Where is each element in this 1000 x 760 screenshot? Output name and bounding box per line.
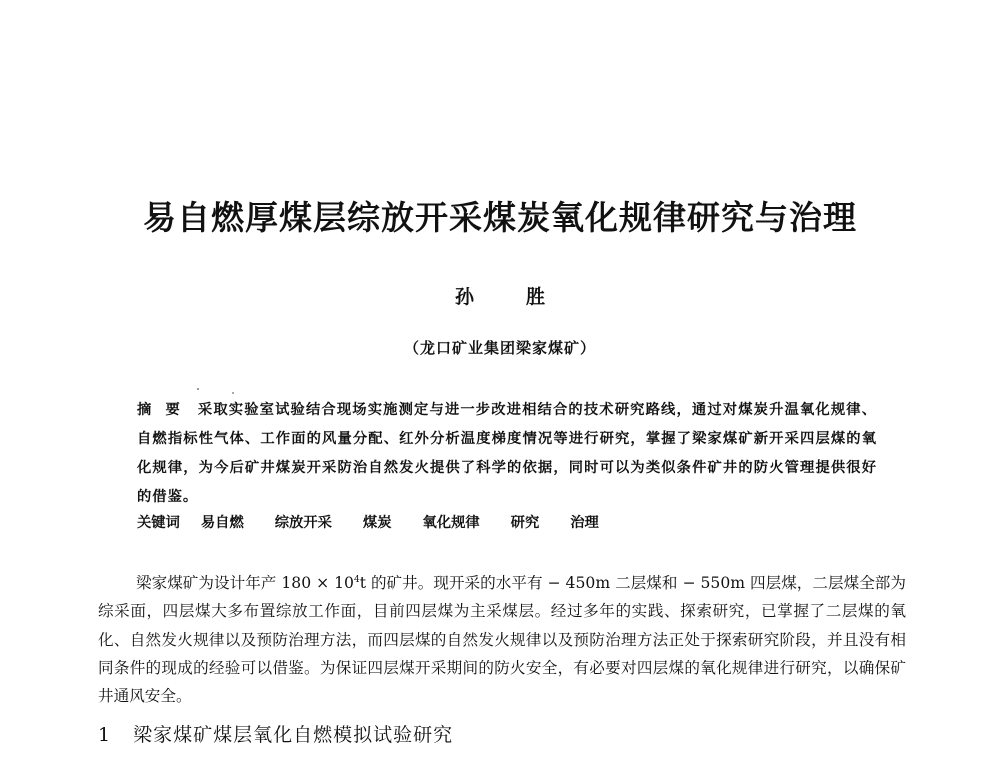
- keyword: 氧化规律: [422, 515, 480, 531]
- intro-exponent: 4: [353, 575, 360, 585]
- section-number: 1: [98, 724, 112, 746]
- keyword: 易自燃: [200, 515, 244, 531]
- scan-speck: [197, 388, 199, 390]
- author-affiliation: （龙口矿业集团梁家煤矿）: [403, 339, 596, 357]
- intro-paragraph: [98, 566, 906, 711]
- keyword: 煤炭: [362, 515, 392, 531]
- paper-title: 易自燃厚煤层综放开采煤炭氧化规律研究与治理: [143, 198, 857, 237]
- intro-text-start: 梁家煤矿为设计年产 180 × 10: [136, 574, 354, 593]
- author-name: 孙胜: [454, 286, 597, 308]
- keywords-label: 关键词: [137, 515, 180, 531]
- abstract-label: 摘要: [137, 402, 194, 418]
- keyword: 研究: [510, 515, 540, 531]
- section-title: 梁家煤矿煤层氧化自燃模拟试验研究: [133, 724, 454, 746]
- keyword: 治理: [570, 515, 599, 531]
- section-heading: [98, 720, 906, 750]
- abstract: [137, 396, 877, 512]
- keywords: [137, 510, 877, 536]
- intro-text-rest: t 的矿井。现开采的水平有 − 450m 二层煤和 − 550m 四层煤，二层煤全部为综采面，四层煤大多布置综放工作面，目前四层煤为主采煤层。经过多年的实践、探索研究，已掌握了二层煤的氧化、自然发火规律以及预防治理方法，而四层煤的自然发火规律以及预防治理方法正处于探索研究阶段，并且没有相同条件的现成的经验可以借鉴。为保证四层煤开采期间的防火安全，有必要对四层煤的氧化规律进行研究，以确保矿井通风安全。: [98, 574, 906, 706]
- abstract-text: 采取实验室试验结合现场实施测定与进一步改进相结合的技术研究路线，通过对煤炭升温氧化规律、自燃指标性气体、工作面的风量分配、红外分析温度梯度情况等进行研究，掌握了梁家煤矿新开采四层煤的氧化规律，为今后矿井煤炭开采防治自然发火提供了科学的依据，同时可以为类似条件矿井的防火管理提供很好的借鉴。: [137, 402, 878, 505]
- keyword: 综放开采: [274, 515, 332, 531]
- scan-speck: [232, 392, 234, 394]
